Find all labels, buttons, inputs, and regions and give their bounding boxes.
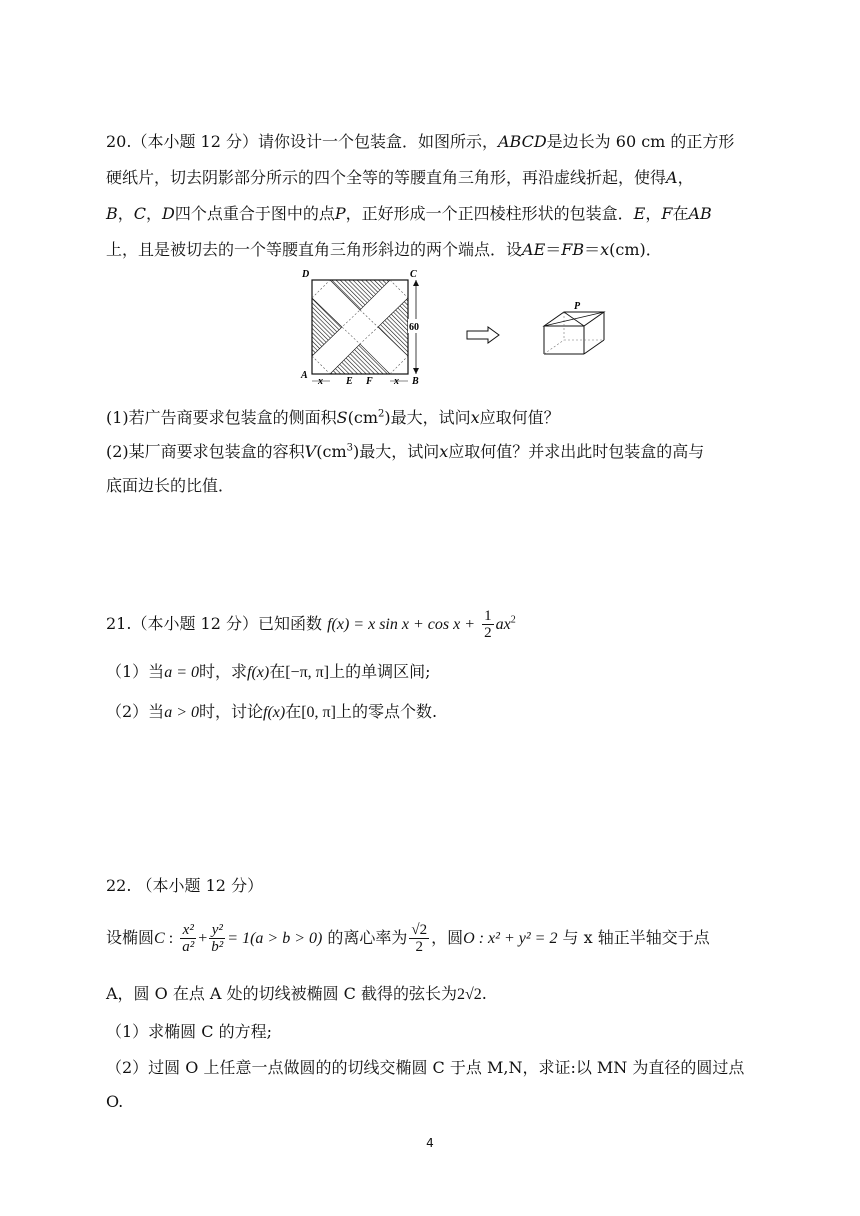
label-x-right: x xyxy=(394,376,399,387)
q21-fraction: $\frac{1}{2}$ xyxy=(484,608,492,641)
q22-line-2: A，圆 O 在点 A 处的切线被椭圆 C 截得的弦长为2√2. xyxy=(106,984,487,1003)
q22-sub-1: （1）求椭圆 C 的方程; xyxy=(106,1022,272,1041)
q20-line-2: 硬纸片，切去阴影部分所示的四个全等的等腰直角三角形，再沿虚线折起，使得A， xyxy=(106,168,694,187)
q21-sub-1: （1）当a = 0时，求f(x)在[−π, π]上的单调区间; xyxy=(106,662,431,681)
packaging-square-figure xyxy=(296,266,436,390)
label-B: B xyxy=(412,376,419,387)
packaging-box-figure xyxy=(540,298,610,358)
label-60: 60 xyxy=(409,322,419,333)
q22-sub-2: （2）过圆 O 上任意一点做圆的的切线交椭圆 C 于点 M,N，求证:以 MN 为直径的圆过点 xyxy=(106,1058,745,1077)
label-P: P xyxy=(574,301,581,312)
label-A: A xyxy=(301,370,308,381)
q21-sub-2: （2）当a > 0时，讨论f(x)在[0, π]上的零点个数. xyxy=(106,702,438,721)
q22-sub-2-cont: O. xyxy=(106,1092,124,1111)
q22-head: 22. （本小题 12 分） xyxy=(106,876,264,895)
eccentricity-fraction: $\frac{√2}{2}$ xyxy=(411,922,428,955)
q20-sub-2-cont: 底面边长的比值． xyxy=(106,476,235,495)
q20-sub-2: (2)某厂商要求包装盒的容积$V(cm^3)$最大，试问x应取何值？并求出此时包装盒的高与 xyxy=(106,442,705,461)
q20-sub-1: (1)若广告商要求包装盒的侧面积$S(cm^2)$最大，试问x应取何值？ xyxy=(106,408,560,427)
label-x-left: x xyxy=(318,376,323,387)
q20-line-3: B，C，D四个点重合于图中的点P，正好形成一个正四棱柱形状的包装盒．E，F在AB xyxy=(106,204,712,223)
q20-line-4: 上，且是被切去的一个等腰直角三角形斜边的两个端点．设AE＝FB＝x(cm)． xyxy=(106,240,662,259)
page-number: 4 xyxy=(426,1136,434,1150)
label-F: F xyxy=(366,376,373,387)
label-C: C xyxy=(410,269,417,280)
right-arrow-icon xyxy=(466,326,500,344)
label-E: E xyxy=(346,376,353,387)
ellipse-x-fraction: $\frac{\text{x²}}{\text{a²}}$ xyxy=(182,922,195,955)
q20-line-1: 20.（本小题 12 分）请你设计一个包装盒．如图所示，ABCD是边长为 60 cm 的正方形 xyxy=(106,132,735,151)
q22-line-1: 设椭圆C : $\frac{\text{x²}}{\text{a²}}$ + $\frac{\text{y²}}{\text{b²}}$ = 1(a > b > 0) 的离心率为 $\frac{√2}{2}$ ，圆O : x² + y² = 2 与 x 轴正半轴交于点 xyxy=(106,922,710,955)
q21-head: 21.（本小题 12 分）已知函数 f(x) = x sin x + cos x + $\frac{1}{2}$ $ax^2$ xyxy=(106,608,516,641)
ellipse-y-fraction: $\frac{\text{y²}}{\text{b²}}$ xyxy=(211,922,224,955)
label-D: D xyxy=(302,269,310,280)
